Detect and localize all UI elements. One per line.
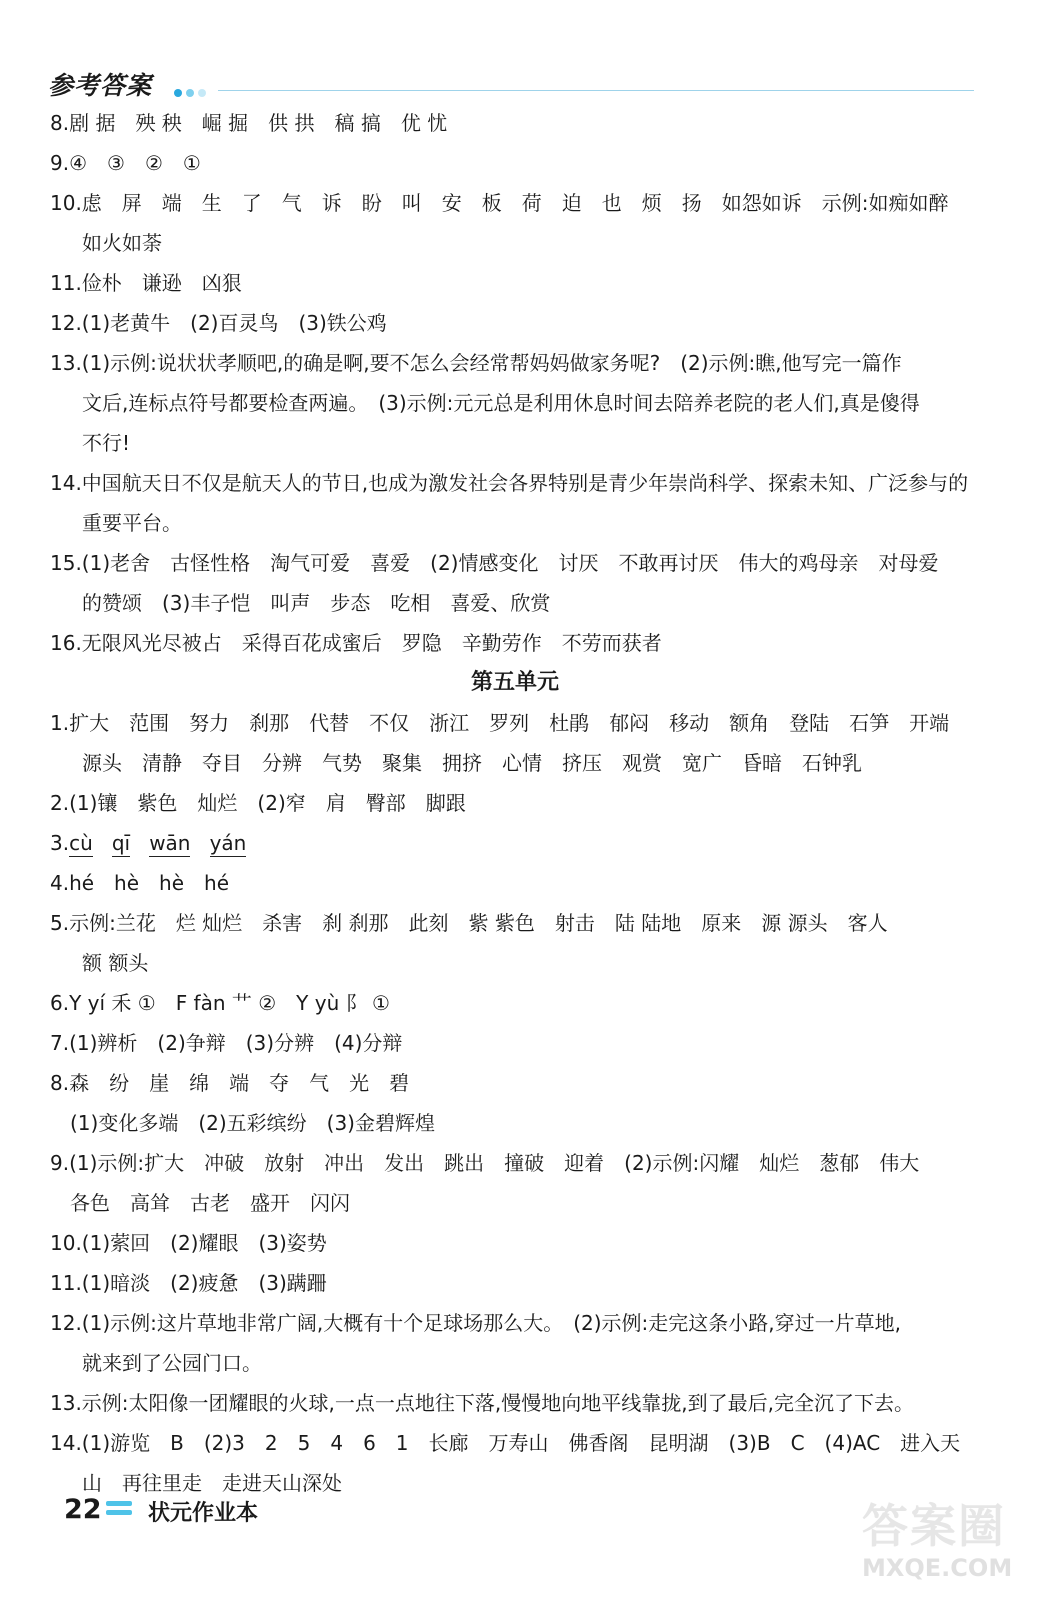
pinyin-item: qī [111,831,131,855]
answer-line: 的赞颂 (3)丰子恺 叫声 步态 吃相 喜爱、欣赏 [82,591,551,615]
answer-line: 10.(1)萦回 (2)耀眼 (3)姿势 [50,1231,327,1255]
answer-line: 2.(1)镶 紫色 灿烂 (2)窄 肩 臀部 脚跟 [50,791,466,815]
page-header [48,66,974,100]
answer-line: 7.(1)辨析 (2)争辩 (3)分辨 (4)分辩 [50,1031,403,1055]
answer-line-pinyin [50,823,980,863]
header-dot [186,89,194,97]
answer-line: 各色 高耸 古老 盛开 闪闪 [70,1191,350,1215]
answer-line: 9.④ ③ ② ① [50,151,201,175]
header-title: 参考答案 [48,71,153,100]
answer-line: 13.(1)示例:说状状孝顺吧,的确是啊,要不怎么会经常帮妈妈做家务呢? (2)示例:瞧,他写完一篇作 [50,351,902,375]
answer-line: 11.俭朴 谦逊 凶狠 [50,271,242,295]
header-dot [198,89,206,97]
header-dots [174,82,210,101]
answer-line: 不行! [82,431,131,455]
footer-book-title: 状元作业本 [148,1501,259,1526]
answer-line: 15.(1)老舍 古怪性格 淘气可爱 喜爱 (2)情感变化 讨厌 不敢再讨厌 伟大的鸡母亲 对母爱 [50,551,939,575]
section-title: 第五单元 [470,670,559,695]
page-number: 22 [64,1494,102,1525]
header-dot [174,89,182,97]
answer-line: 8.剧 据 殃 秧 崛 掘 供 拱 稿 搞 优 忧 [50,111,448,135]
pinyin-item: cù [69,831,93,855]
answer-content [50,103,980,1503]
header-rule [218,90,974,91]
watermark-url: MXQE.COM [862,1554,1013,1582]
answer-line: 13.示例:太阳像一团耀眼的火球,一点一点地往下落,慢慢地向地平线靠拢,到了最后,完全沉了下去。 [50,1391,914,1415]
answer-line: 山 再往里走 走进天山深处 [82,1471,342,1495]
answer-line: 如火如荼 [82,231,162,255]
answer-line: 12.(1)示例:这片草地非常广阔,大概有十个足球场那么大。 (2)示例:走完这条小路,穿过一片草地, [50,1311,902,1335]
answer-line: 11.(1)暗淡 (2)疲惫 (3)蹒跚 [50,1271,327,1295]
watermark-text: 答案圈 [862,1499,1006,1553]
answer-line: 14.(1)游览 B (2)3 2 5 4 6 1 长廊 万寿山 佛香阁 昆明湖 (3)B C (4)AC 进入天 [50,1431,961,1455]
answer-line: 4.hé hè hè hé [50,871,230,895]
footer-bars-icon [106,1501,132,1519]
answer-line: 就来到了公园门口。 [82,1351,262,1375]
answer-line: 源头 清静 夺目 分辨 气势 聚集 拥挤 心情 挤压 观赏 宽广 昏暗 石钟乳 [82,751,862,775]
answer-line: 额 额头 [82,951,149,975]
answer-line: 重要平台。 [82,511,182,535]
answer-line: 6.Y yí 禾 ① F fàn 艹 ② Y yù 阝 ① [50,991,390,1015]
answer-line: 1.扩大 范围 努力 刹那 代替 不仅 浙江 罗列 杜鹃 郁闷 移动 额角 登陆 石笋 开端 [50,711,950,735]
answer-line: 10.虑 屏 端 生 了 气 诉 盼 叫 安 板 荷 迫 也 烦 扬 如怨如诉 示例:如痴如醉 [50,191,949,215]
pinyin-prefix: 3. [50,831,70,855]
answer-line: 文后,连标点符号都要检查两遍。 (3)示例:元元总是利用休息时间去陪养老院的老人们,真是傻得 [82,391,920,415]
answer-line: 8.森 纷 崖 绵 端 夺 气 光 碧 [50,1071,410,1095]
answer-line: 5.示例:兰花 烂 灿烂 杀害 刹 刹那 此刻 紫 紫色 射击 陆 陆地 原来 源 源头 客人 [50,911,888,935]
answer-line: (1)变化多端 (2)五彩缤纷 (3)金碧辉煌 [70,1111,435,1135]
answer-line: 14.中国航天日不仅是航天人的节日,也成为激发社会各界特别是青少年崇尚科学、探索未知、广泛参与的 [50,471,969,495]
pinyin-item: yán [209,831,247,855]
answer-line: 9.(1)示例:扩大 冲破 放射 冲出 发出 跳出 撞破 迎着 (2)示例:闪耀 灿烂 葱郁 伟大 [50,1151,920,1175]
pinyin-item: wān [149,831,191,855]
answer-line: 12.(1)老黄牛 (2)百灵鸟 (3)铁公鸡 [50,311,387,335]
watermark-logo [862,1490,1032,1590]
answer-line: 16.无限风光尽被占 采得百花成蜜后 罗隐 辛勤劳作 不劳而获者 [50,631,662,655]
